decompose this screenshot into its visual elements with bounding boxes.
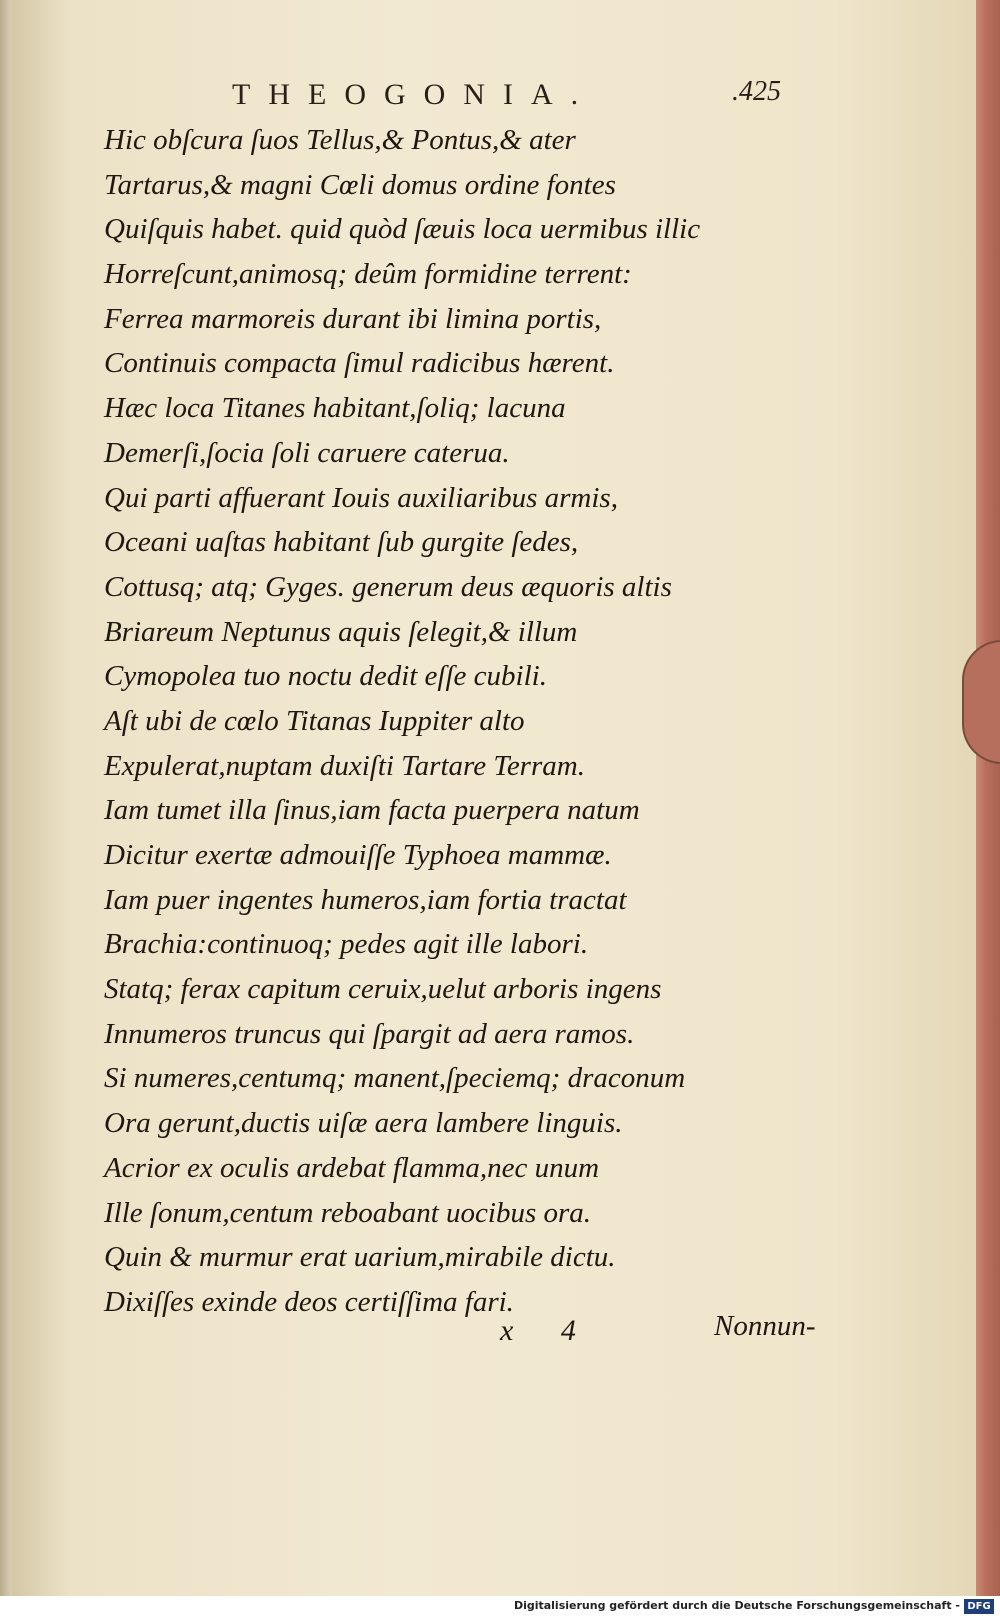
verse-line: Aſt ubi de cœlo Titanas Iuppiter alto [104,704,525,737]
verse-line: Hæc loca Titanes habitant,ſoliq; lacuna [104,392,566,425]
verse-line: Ferrea marmoreis durant ibi limina portis, [104,302,602,335]
verse-line: Quin & murmur erat uarium,mirabile dictu. [104,1241,616,1274]
verse-line: Statq; ferax capitum ceruix,uelut arboris ingens [104,973,662,1006]
verse-line: Demerſi,ſocia ſoli caruere caterua. [104,436,510,469]
verse-line: Si numeres,centumq; manent,ſpeciemq; draconum [104,1062,686,1095]
verse-line: Quiſquis habet. quid quòd ſæuis loca uermibus illic [104,213,701,246]
signature-mark: x 4 [500,1314,596,1347]
catchword: Nonnun- [714,1310,816,1342]
verse-line: Innumeros truncus qui ſpargit ad aera ramos. [104,1017,635,1050]
verse-line: Cottusq; atq; Gyges. generum deus æquoris altis [104,570,672,603]
verse-line: Hic obſcura ſuos Tellus,& Pontus,& ater [104,124,576,156]
running-head [0,78,1000,118]
verse-line: Acrior ex oculis ardebat flamma,nec unum [104,1151,600,1184]
verse-line: Tartarus,& magni Cœli domus ordine fontes [104,168,616,201]
verse-line: Briareum Neptunus aquis ſelegit,& illum [104,615,578,648]
verse-line: Qui parti affuerant Iouis auxiliaribus armis, [104,481,618,514]
running-title: THEOGONIA. [232,78,597,111]
fore-edge [976,0,1000,1596]
page-number: .425 [732,76,781,107]
verse-line: Iam tumet illa ſinus,iam facta puerpera natum [104,794,640,827]
verse-list [104,118,864,1325]
verse-line: Expulerat,nuptam duxiſti Tartare Terram. [104,749,585,782]
verse-line: Dixiſſes exinde deos certiſſima fari. [104,1285,514,1318]
funding-credit: Digitalisierung gefördert durch die Deutsche Forschungsgemeinschaft - [513,1599,960,1612]
verse-line: Ille ſonum,centum reboabant uocibus ora. [104,1196,592,1229]
dfg-logo: DFG [964,1599,994,1614]
verse-line: Cymopolea tuo noctu dedit eſſe cubili. [104,660,547,693]
clasp-tab [962,640,1000,764]
verse-line: Brachia:continuoq; pedes agit ille labori. [104,928,589,961]
verse-line: Ora gerunt,ductis uiſæ aera lambere linguis. [104,1107,623,1140]
verse-line: Horreſcunt,animosq; deûm formidine terrent: [104,258,632,291]
footer-bar [0,1596,1000,1619]
verse-line: Dicitur exertæ admouiſſe Typhoea mammæ. [104,839,612,871]
verse-line: Oceani uaſtas habitant ſub gurgite ſedes, [104,526,579,559]
verse-line: Iam puer ingentes humeros,iam fortia tractat [104,883,627,916]
verse-line: Continuis compacta ſimul radicibus hærent. [104,347,615,380]
